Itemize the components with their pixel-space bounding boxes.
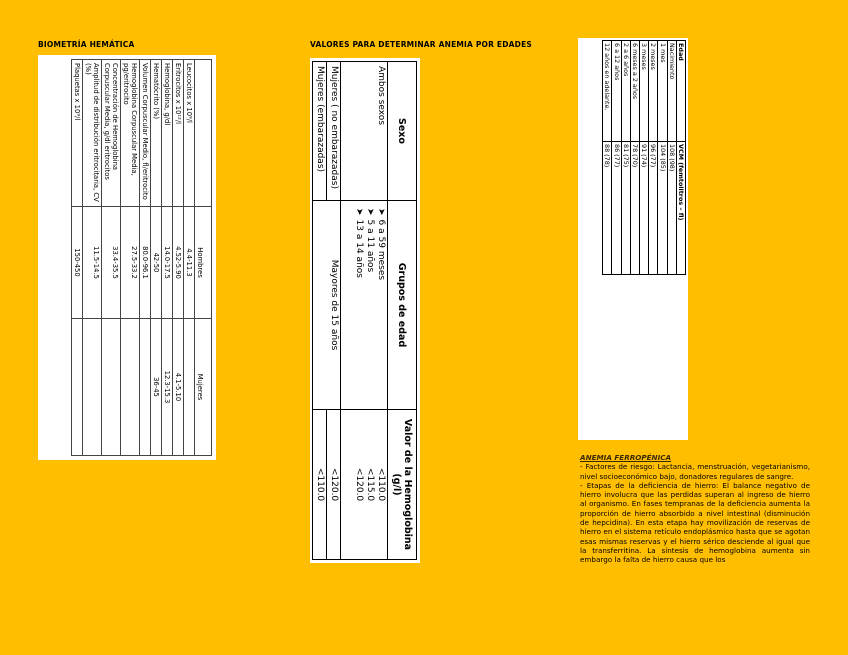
valor-item: <110.0	[376, 467, 386, 502]
table-row	[630, 41, 639, 275]
row-edad: Nacimiento	[667, 41, 676, 142]
row-mujeres: 12.3-15.3	[162, 319, 173, 456]
row-edad: 3 meses	[639, 41, 648, 142]
grupos-mayores: Mayores de 15 años	[313, 201, 341, 410]
row-vcm: 86 (77)	[612, 142, 621, 275]
anemia-edades-title: VALORES PARA DETERMINAR ANEMIA POR EDADES	[310, 40, 533, 49]
row-mujeres	[83, 319, 102, 456]
header-mujeres: Mujeres	[195, 319, 212, 456]
row-label: Amplitud de distribución eritrocitaria, CV (%)	[83, 60, 102, 207]
row-mujeres: 4.1-5.10	[173, 319, 184, 456]
biometria-title: BIOMETRÍA HEMÁTICA	[38, 40, 135, 49]
table-row	[173, 60, 184, 456]
row-vcm: 108 (98)	[667, 142, 676, 275]
header-vcm: VCM (femtolitros – fl)	[676, 142, 685, 275]
row-label: Volumen Corpuscular Medio, fl/eritrocito	[140, 60, 151, 207]
table-row	[603, 41, 612, 275]
row-hombres: 14.0-17.5	[162, 207, 173, 319]
row-hombres: 150-450	[72, 207, 83, 319]
table-header-row	[195, 60, 212, 456]
row-hombres: 4.4-11.3	[184, 207, 195, 319]
row-hombres: 4.52-5.90	[173, 207, 184, 319]
row-edad: 6 meses a 2 años	[630, 41, 639, 142]
table-row	[327, 62, 341, 560]
table-header-row	[676, 41, 685, 275]
row-hombres: 11.5-14.5	[83, 207, 102, 319]
row-hombres: 80.0-96.1	[140, 207, 151, 319]
table-row	[102, 60, 121, 456]
row-label: Hematócrito (%)	[151, 60, 162, 207]
anemia-ferropenica-section	[580, 453, 810, 565]
row-mujeres	[102, 319, 121, 456]
table-row	[341, 62, 388, 560]
row-vcm: 88 (78)	[603, 142, 612, 275]
row-vcm: 78 (70)	[630, 142, 639, 275]
row-label: Hemoglobina Corpuscular Media, pg/eritrocito	[121, 60, 140, 207]
grupo-item: ➤ 6 a 59 meses	[375, 221, 386, 405]
row-label: Leucocitos x 10⁹/l	[184, 60, 195, 207]
valor-no-embarazadas: <120.0	[327, 410, 341, 560]
row-edad: 12 años en adelante.	[603, 41, 612, 142]
row-edad: 2 meses	[649, 41, 658, 142]
row-mujeres	[140, 319, 151, 456]
row-vcm: 104 (85)	[658, 142, 667, 275]
table-row	[121, 60, 140, 456]
biometria-table	[71, 59, 212, 456]
row-vcm: 81 (75)	[621, 142, 630, 275]
table-row	[612, 41, 621, 275]
header-valor: Valor de la Hemoglobina (g/l)	[388, 410, 417, 560]
header-edad: Edad	[676, 41, 685, 142]
anemia-edades-table	[312, 61, 417, 560]
row-vcm: 96 (77)	[649, 142, 658, 275]
row-label: Plaquetas x 10⁹/l	[72, 60, 83, 207]
factores-riesgo-paragraph: - Factores de riesgo: Lactancia, menstruación, vegetarianismo, nivel socioeconómico bajo, donadores regulares de sangre.	[580, 462, 810, 481]
table-row	[658, 41, 667, 275]
row-label: Concentración de Hemoglobina Corpuscular Media, g/dl eritrocitos	[102, 60, 121, 207]
valor-item: <115.0	[365, 467, 375, 502]
biometria-panel	[38, 55, 216, 460]
header-hombres: Hombres	[195, 207, 212, 319]
row-mujeres: 36-45	[151, 319, 162, 456]
row-vcm: 91 (74)	[639, 142, 648, 275]
row-label: Eritrocitos x 10¹²/l	[173, 60, 184, 207]
vcm-panel	[578, 38, 688, 440]
row-edad: 6 a 12 años	[612, 41, 621, 142]
row-mujeres	[184, 319, 195, 456]
row-hombres: 27.5-33.2	[121, 207, 140, 319]
table-row	[162, 60, 173, 456]
table-header-row	[388, 62, 417, 560]
table-row	[151, 60, 162, 456]
sexo-embarazadas: Mujeres (embarazadas)	[313, 62, 327, 201]
anemia-ferropenica-title: ANEMIA FERROPÉNICA	[580, 453, 672, 462]
row-edad: 1 mes	[658, 41, 667, 142]
header-sexo: Sexo	[388, 62, 417, 201]
sexo-ambos: Ambos sexos	[341, 62, 388, 201]
grupo-item: ➤ 5 a 11 años	[364, 221, 375, 405]
row-mujeres	[121, 319, 140, 456]
vcm-table	[602, 40, 686, 275]
etapas-paragraph: - Etapas de la deficiencia de hierro: El balance negativo de hierro involucra que las perdidas superan al ingreso de hierro al organismo. En fases tempranas de la deficiencia aumenta la proporción de hierro absorbido a nivel intestinal (disminución de hepcidina). En esta etapa hay movilización de reservas de hierro en el sistema retículo endoplásmico hasta que se agotan esas mismas reservas y el hierro sérico desciende al igual que la transferritina. La síntesis de hemoglobina aumenta sin embargo la falta de hierro causa que los	[580, 480, 810, 565]
anemia-edades-panel	[310, 58, 420, 563]
row-hombres: 42-50	[151, 207, 162, 319]
valor-embarazadas: <110.0	[313, 410, 327, 560]
sexo-no-embarazadas: Mujeres ( no embarazadas)	[327, 62, 341, 201]
table-row	[83, 60, 102, 456]
row-edad: 2 a 6 años	[621, 41, 630, 142]
grupos-ambos	[341, 201, 388, 410]
valor-item: <120.0	[354, 467, 364, 502]
table-row	[621, 41, 630, 275]
row-mujeres	[72, 319, 83, 456]
row-label: Hemoglobina, g/dl	[162, 60, 173, 207]
table-row	[649, 41, 658, 275]
header-grupos: Grupos de edad	[388, 201, 417, 410]
table-row	[184, 60, 195, 456]
table-row	[639, 41, 648, 275]
valores-ambos	[341, 410, 388, 560]
table-row	[72, 60, 83, 456]
grupo-item: ➤ 13 a 14 años	[353, 221, 364, 405]
row-hombres: 33.4-35.5	[102, 207, 121, 319]
table-row	[140, 60, 151, 456]
table-row	[667, 41, 676, 275]
